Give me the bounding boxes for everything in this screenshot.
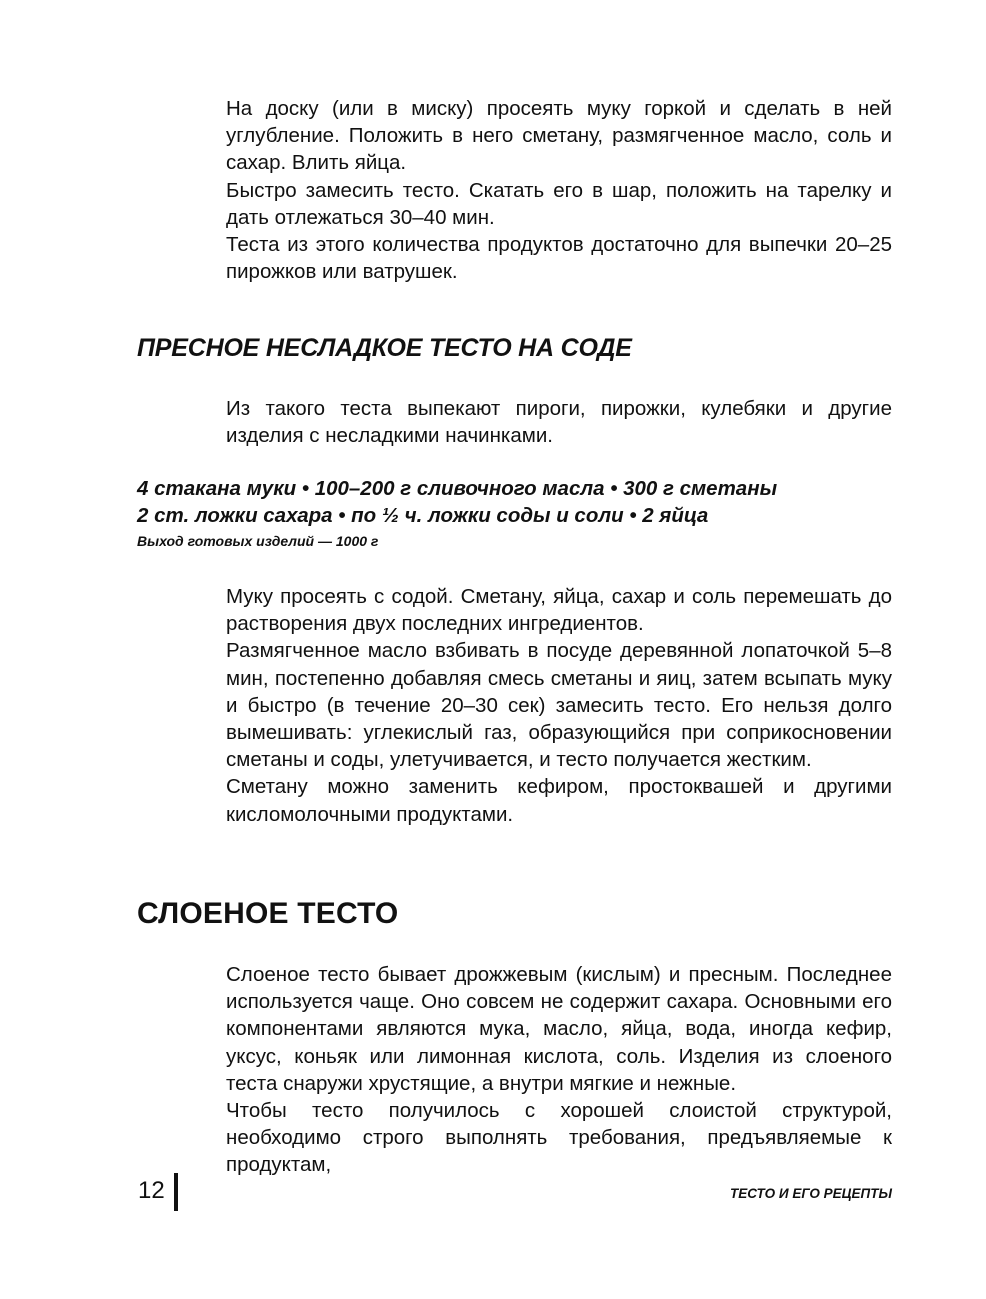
yield-note: Выход готовых изделий — 1000 г — [137, 533, 379, 549]
paragraph: Слоеное тесто бывает дрожжевым (кислым) и пресным. Последнее используется чаще. Оно совсем не содержит сахара. Основными его компонентами являются мука, масло, яйца, вода, иногда кефир, уксус, коньяк или лимонная кислота, соль. Изделия из слоеного теста снаружи хрустящие, а внутри мягкие и нежные. — [226, 963, 892, 1095]
ingredients-list — [137, 475, 897, 549]
paragraph: Чтобы тесто получилось с хорошей слоистой структурой, необходимо строго выполнять требования, предъявляемые к продуктам, — [226, 1099, 892, 1177]
section2-text-block — [226, 961, 892, 1179]
running-title: ТЕСТО И ЕГО РЕЦЕПТЫ — [730, 1186, 892, 1201]
intro-text-block — [226, 95, 892, 285]
paragraph: Сметану можно заменить кефиром, простоквашей и другими кисломолочными продуктами. — [226, 775, 892, 826]
ingredients-line: 2 ст. ложки сахара • по ½ ч. ложки соды и соли • 2 яйца — [137, 504, 709, 527]
ingredients-line: 4 стакана муки • 100–200 г сливочного масла • 300 г сметаны — [137, 477, 778, 500]
paragraph: Быстро замесить тесто. Скатать его в шар, положить на тарелку и дать отлежаться 30–40 мин. — [226, 178, 892, 229]
section1-intro-block — [226, 395, 892, 449]
section1-method-block — [226, 583, 892, 828]
page-number: 12 — [138, 1177, 165, 1204]
section-heading-soda-dough: ПРЕСНОЕ НЕСЛАДКОЕ ТЕСТО НА СОДЕ — [137, 334, 632, 362]
footer-divider — [174, 1173, 178, 1211]
paragraph: На доску (или в миску) просеять муку горкой и сделать в ней углубление. Положить в него сметану, размягченное масло, соль и сахар. Влить яйца. — [226, 97, 892, 175]
paragraph: Муку просеять с содой. Сметану, яйца, сахар и соль перемешать до растворения двух последних ингредиентов. — [226, 585, 892, 636]
paragraph: Размягченное масло взбивать в посуде деревянной лопаточкой 5–8 мин, постепенно добавляя смесь сметаны и яиц, затем всыпать муку и быстро (в течение 20–30 сек) замесить тесто. Его нельзя долго вымешивать: углекислый газ, образующийся при соприкосновении сметаны и соды, улетучивается, и тесто получается жестким. — [226, 639, 892, 772]
section-heading-puff-pastry: СЛОЕНОЕ ТЕСТО — [137, 897, 399, 930]
paragraph: Из такого теста выпекают пироги, пирожки, кулебяки и другие изделия с несладкими начинками. — [226, 397, 892, 448]
paragraph: Теста из этого количества продуктов достаточно для выпечки 20–25 пирожков или ватрушек. — [226, 233, 892, 284]
